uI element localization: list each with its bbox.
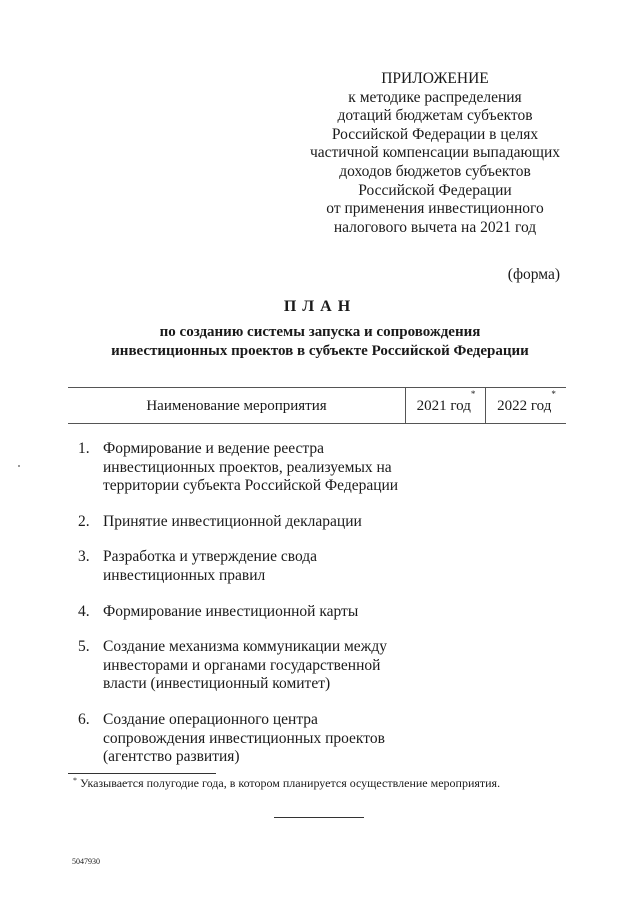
table-row bbox=[78, 548, 418, 585]
table-row bbox=[78, 513, 418, 532]
row-text bbox=[103, 440, 418, 496]
row-number: 5. bbox=[78, 638, 90, 656]
document-number: 5047930 bbox=[72, 857, 100, 866]
footnote-divider bbox=[68, 773, 216, 774]
row-text-line: территории субъекта Российской Федерации bbox=[103, 477, 399, 495]
column-header-2021 bbox=[405, 388, 486, 423]
row-text-line: Формирование инвестиционной карты bbox=[103, 602, 359, 620]
row-text-line: инвестиционных проектов, реализуемых на bbox=[103, 458, 392, 476]
row-text-line: (агентство развития) bbox=[103, 748, 240, 766]
appendix-line: от применения инвестиционного bbox=[326, 200, 544, 218]
row-number: 1. bbox=[78, 440, 90, 457]
page-subtitle bbox=[0, 323, 640, 360]
row-text bbox=[103, 603, 418, 622]
appendix-line: дотаций бюджетам субъектов bbox=[337, 107, 533, 125]
row-text-line: Принятие инвестиционной декларации bbox=[103, 512, 362, 530]
row-text bbox=[103, 548, 418, 585]
appendix-line: налогового вычета на 2021 год bbox=[333, 218, 537, 236]
table-body bbox=[78, 440, 418, 767]
row-text-line: Формирование и ведение реестра bbox=[103, 440, 325, 457]
table-header bbox=[68, 387, 566, 424]
footnote-mark: * bbox=[73, 776, 77, 785]
scan-speck bbox=[18, 465, 20, 467]
table-row bbox=[78, 711, 418, 767]
table-row bbox=[78, 638, 418, 694]
table-row bbox=[78, 603, 418, 622]
column-header-2022 bbox=[485, 388, 567, 423]
appendix-line: частичной компенсации выпадающих bbox=[309, 144, 561, 162]
appendix-block bbox=[300, 70, 570, 237]
table-row bbox=[78, 440, 418, 496]
footnote bbox=[73, 776, 500, 791]
footnote-text: Указывается полугодие года, в котором планируется осуществление мероприятия. bbox=[77, 776, 501, 790]
footnote-mark: * bbox=[551, 389, 556, 399]
page-title: ПЛАН bbox=[283, 298, 357, 315]
row-text bbox=[103, 638, 418, 694]
appendix-line: доходов бюджетов субъектов bbox=[339, 162, 531, 180]
row-number: 2. bbox=[78, 512, 90, 530]
row-number: 4. bbox=[78, 602, 90, 620]
column-header-2021-label: 2021 год bbox=[416, 398, 471, 414]
row-number: 6. bbox=[78, 710, 90, 728]
appendix-line: Российской Федерации в целях bbox=[331, 125, 539, 143]
footnote-mark: * bbox=[470, 389, 476, 399]
column-header-2022-label: 2022 год bbox=[497, 398, 552, 414]
row-text-line: Разработка и утверждение свода bbox=[103, 548, 318, 566]
subtitle-line: по созданию системы запуска и сопровождения bbox=[159, 324, 481, 340]
end-divider bbox=[274, 817, 364, 818]
row-text-line: инвестиционных правил bbox=[103, 566, 266, 584]
row-text bbox=[103, 513, 418, 532]
row-text-line: Создание операционного центра bbox=[103, 710, 318, 728]
row-number: 3. bbox=[78, 548, 90, 566]
appendix-line: ПРИЛОЖЕНИЕ bbox=[381, 70, 489, 87]
appendix-line: к методике распределения bbox=[348, 88, 522, 106]
row-text bbox=[103, 711, 418, 767]
row-text-line: инвесторами и органами государственной bbox=[103, 656, 381, 674]
column-header-name: Наименование мероприятия bbox=[146, 398, 327, 414]
appendix-line: Российской Федерации bbox=[358, 181, 512, 199]
subtitle-line: инвестиционных проектов в субъекте Российской Федерации bbox=[111, 342, 529, 359]
row-text-line: власти (инвестиционный комитет) bbox=[103, 675, 331, 693]
row-text-line: сопровождения инвестиционных проектов bbox=[103, 729, 385, 747]
form-label: (форма) bbox=[507, 266, 560, 283]
row-text-line: Создание механизма коммуникации между bbox=[103, 638, 388, 656]
